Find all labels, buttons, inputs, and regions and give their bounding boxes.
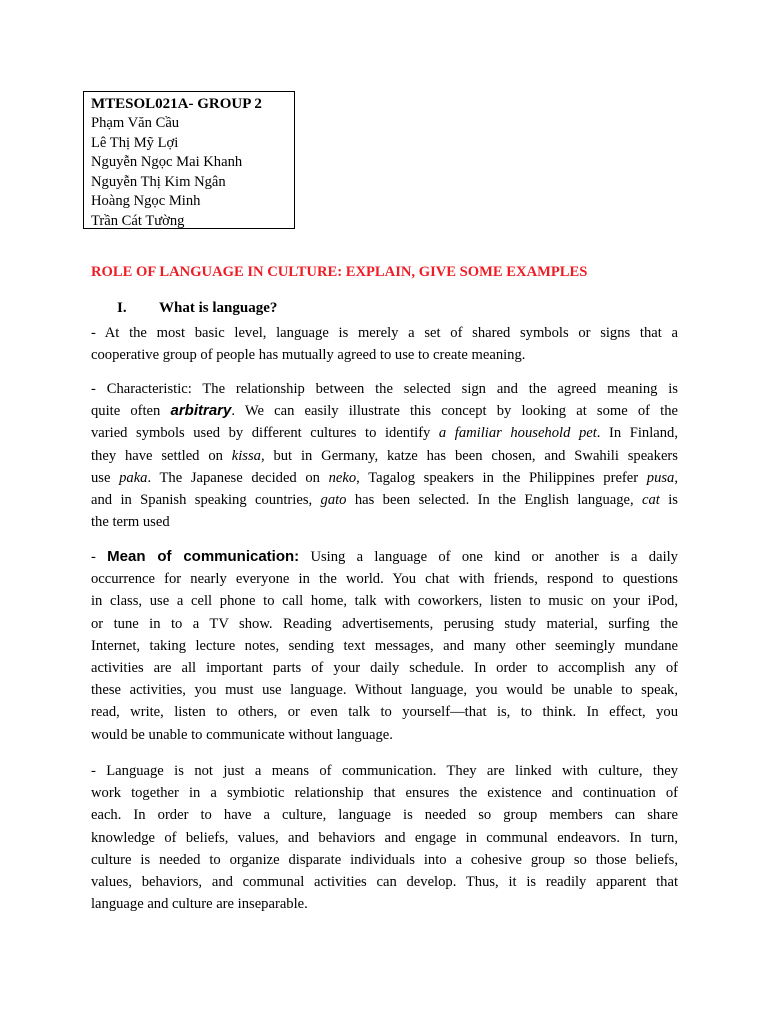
paragraph-line: activities are all important parts of your daily schedule. In order to accomplish any of (91, 660, 678, 677)
paragraph-line: they have settled on kissa, but in Germany, katze has been chosen, and Swahili speakers (91, 447, 678, 464)
section-heading (117, 300, 277, 317)
paragraph-line: varied symbols used by different cultures to identify a familiar household pet. In Finland, (91, 425, 678, 442)
paragraph-line: would be unable to communicate without language. (91, 726, 393, 743)
section-title: What is language? (159, 300, 278, 316)
paragraph-line: in class, use a cell phone to call home, talk with coworkers, listen to music on your iPod, (91, 593, 678, 610)
paragraph-line: knowledge of beliefs, values, and behaviors and engage in communal endeavors. In turn, (91, 829, 678, 846)
group-member: Nguyễn Ngọc Mai Khanh (91, 154, 243, 171)
paragraph-line: or tune in to a TV show. Reading advertisements, perusing study material, surfing the (91, 615, 678, 632)
paragraph-line: - Characteristic: The relationship between the selected sign and the agreed meaning is (91, 381, 678, 397)
group-member: Trần Cát Tường (91, 212, 185, 229)
paragraph-communication (91, 546, 678, 746)
paragraph-line: - Language is not just a means of communication. They are linked with culture, they (91, 763, 678, 779)
paragraph-line: use paka. The Japanese decided on neko, Tagalog speakers in the Philippines prefer pusa, (91, 469, 679, 486)
paragraph-line: each. In order to have a culture, language is needed so group members can share (91, 807, 678, 824)
paragraph-line: values, behaviors, and communal activities can develop. Thus, it is readily apparent that (91, 874, 678, 891)
group-member: Phạm Văn Cầu (91, 115, 180, 131)
paragraph-line: - At the most basic level, language is merely a set of shared symbols or signs that a (91, 325, 678, 341)
group-member: Lê Thị Mỹ Lợi (91, 134, 179, 151)
paragraph-line: Internet, taking lecture notes, sending text messages, and many other seemingly mundane (91, 637, 678, 654)
paragraph-line: cooperative group of people has mutually agreed to use to create meaning. (91, 347, 526, 364)
document-title: ROLE OF LANGUAGE IN CULTURE: EXPLAIN, GIVE SOME EXAMPLES (91, 264, 588, 280)
term-arbitrary: arbitrary (170, 402, 232, 420)
group-heading: MTESOL021A- GROUP 2 (91, 96, 262, 112)
paragraph-line: read, write, listen to others, or even talk to yourself—that is, to think. In effect, you (91, 704, 678, 721)
group-member: Nguyễn Thị Kim Ngân (91, 173, 226, 190)
paragraph-line: culture is needed to organize disparate individuals into a cohesive group so those beliefs, (91, 851, 678, 868)
paragraph-line: work together in a symbiotic relationship that ensures the existence and continuation of (91, 785, 678, 802)
paragraph-characteristic (91, 378, 678, 533)
paragraph-line: occurrence for nearly everyone in the world. You chat with friends, respond to questions (91, 571, 678, 588)
paragraph-line: and in Spanish speaking countries, gato has been selected. In the English language, cat is (91, 492, 678, 509)
paragraph-line: these activities, you must use language. Without language, you would be unable to speak, (91, 682, 678, 699)
group-info-box (83, 91, 295, 229)
group-member: Hoàng Ngọc Minh (91, 193, 201, 210)
paragraph-basic-level (91, 322, 678, 366)
paragraph-line: language and culture are inseparable. (91, 896, 308, 913)
term-mean-of-communication: Mean of communication: (107, 548, 300, 565)
section-number: I. (117, 300, 127, 316)
paragraph-line: the term used (91, 514, 170, 531)
paragraph-line: quite often arbitrary. We can easily illustrate this concept by looking at some of the (91, 402, 679, 420)
paragraph-language-culture (91, 760, 678, 915)
paragraph-line: - Mean of communication: Using a language of one kind or another is a daily (91, 548, 678, 565)
